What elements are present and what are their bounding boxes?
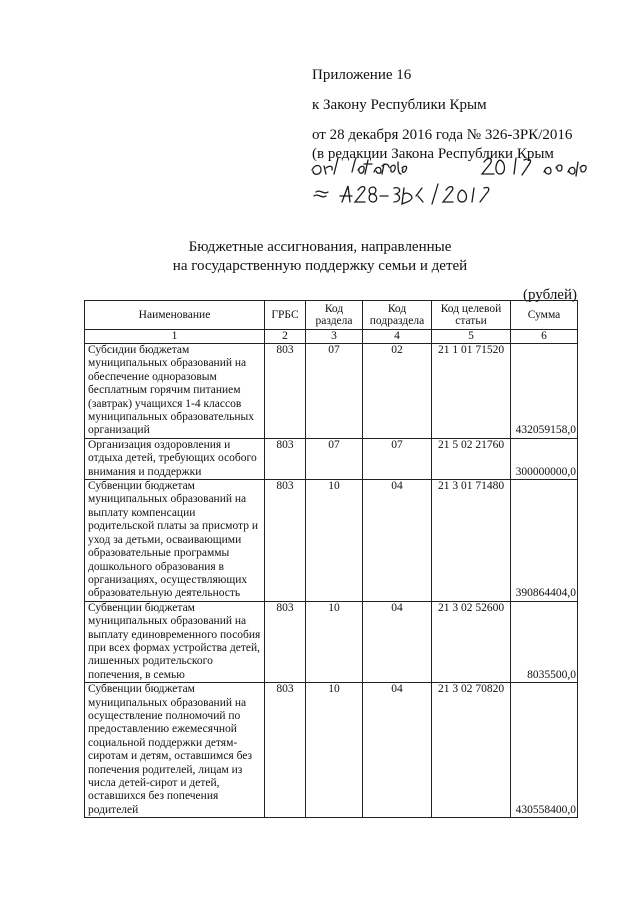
row-grbs: 803	[265, 683, 306, 818]
row-podrazdel: 02	[363, 344, 432, 439]
table-row	[85, 683, 578, 818]
col-header-summa: Сумма	[511, 301, 578, 330]
col-header-grbs: ГРБС	[265, 301, 306, 330]
row-name: Организация оздоровления и отдыха детей, требующих особого внимания и поддержки	[85, 438, 265, 479]
row-name: Субвенции бюджетам муниципальных образований на выплату единовременного пособия при всех формах устройства детей, лишенных родительского попечения, в семью	[85, 601, 265, 682]
row-podrazdel: 07	[363, 438, 432, 479]
col-header-celevaya: Код целевой статьи	[432, 301, 511, 330]
row-celevaya: 21 3 02 52600	[432, 601, 511, 682]
table-header-row	[85, 301, 578, 330]
handwritten-annotation	[308, 150, 598, 212]
row-podrazdel: 04	[363, 480, 432, 602]
column-number-row	[85, 330, 578, 344]
row-grbs: 803	[265, 601, 306, 682]
row-summa: 432059158,0	[511, 344, 578, 439]
column-number: 3	[306, 330, 363, 344]
column-number: 5	[432, 330, 511, 344]
row-grbs: 803	[265, 344, 306, 439]
title-line-1: Бюджетные ассигнования, направленные	[188, 239, 452, 255]
column-number: 1	[85, 330, 265, 344]
row-name: Субвенции бюджетам муниципальных образований на осуществление полномочий по предоставлению ежемесячной социальной поддержки детям-сиротам и детям, оставшимся без попечения родителей, лицам из числа детей-сирот и детей, оставшихся без попечения родителей	[85, 683, 265, 818]
row-podrazdel: 04	[363, 601, 432, 682]
appendix-number: Приложение 16	[312, 67, 412, 83]
row-podrazdel: 04	[363, 683, 432, 818]
table-row	[85, 601, 578, 682]
row-grbs: 803	[265, 438, 306, 479]
row-name: Субсидии бюджетам муниципальных образований на обеспечение одноразовым бесплатным горячим питанием (завтрак) учащихся 1-4 классов муниципальных образовательных организаций	[85, 344, 265, 439]
col-header-razdel: Код раздела	[306, 301, 363, 330]
document-title	[0, 238, 640, 276]
units-label: (рублей)	[522, 287, 577, 303]
budget-table	[84, 300, 578, 818]
column-number: 4	[363, 330, 432, 344]
law-reference: к Закону Республики Крым	[312, 97, 487, 113]
table-row	[85, 480, 578, 602]
row-name: Субвенции бюджетам муниципальных образований на выплату компенсации родительской платы за присмотр и уход за детьми, осваивающими образовательные программы дошкольного образования в организациях, осуществляющих образовательную деятельность	[85, 480, 265, 602]
row-summa: 430558400,0	[511, 683, 578, 818]
row-summa: 390864404,0	[511, 480, 578, 602]
col-header-podrazdel: Код подраздела	[363, 301, 432, 330]
row-summa: 300000000,0	[511, 438, 578, 479]
row-razdel: 10	[306, 480, 363, 602]
row-celevaya: 21 1 01 71520	[432, 344, 511, 439]
col-header-name: Наименование	[85, 301, 265, 330]
column-number: 6	[511, 330, 578, 344]
table-row	[85, 438, 578, 479]
row-summa: 8035500,0	[511, 601, 578, 682]
row-celevaya: 21 5 02 21760	[432, 438, 511, 479]
row-celevaya: 21 3 01 71480	[432, 480, 511, 602]
row-razdel: 10	[306, 683, 363, 818]
row-grbs: 803	[265, 480, 306, 602]
law-date-number: от 28 декабря 2016 года № 326-ЗРК/2016	[312, 127, 573, 143]
row-razdel: 07	[306, 344, 363, 439]
table-row	[85, 344, 578, 439]
edition-note: (в редакции Закона Республики Крым	[312, 146, 554, 162]
row-celevaya: 21 3 02 70820	[432, 683, 511, 818]
title-line-2: на государственную поддержку семьи и детей	[172, 258, 468, 274]
row-razdel: 10	[306, 601, 363, 682]
column-number: 2	[265, 330, 306, 344]
row-razdel: 07	[306, 438, 363, 479]
